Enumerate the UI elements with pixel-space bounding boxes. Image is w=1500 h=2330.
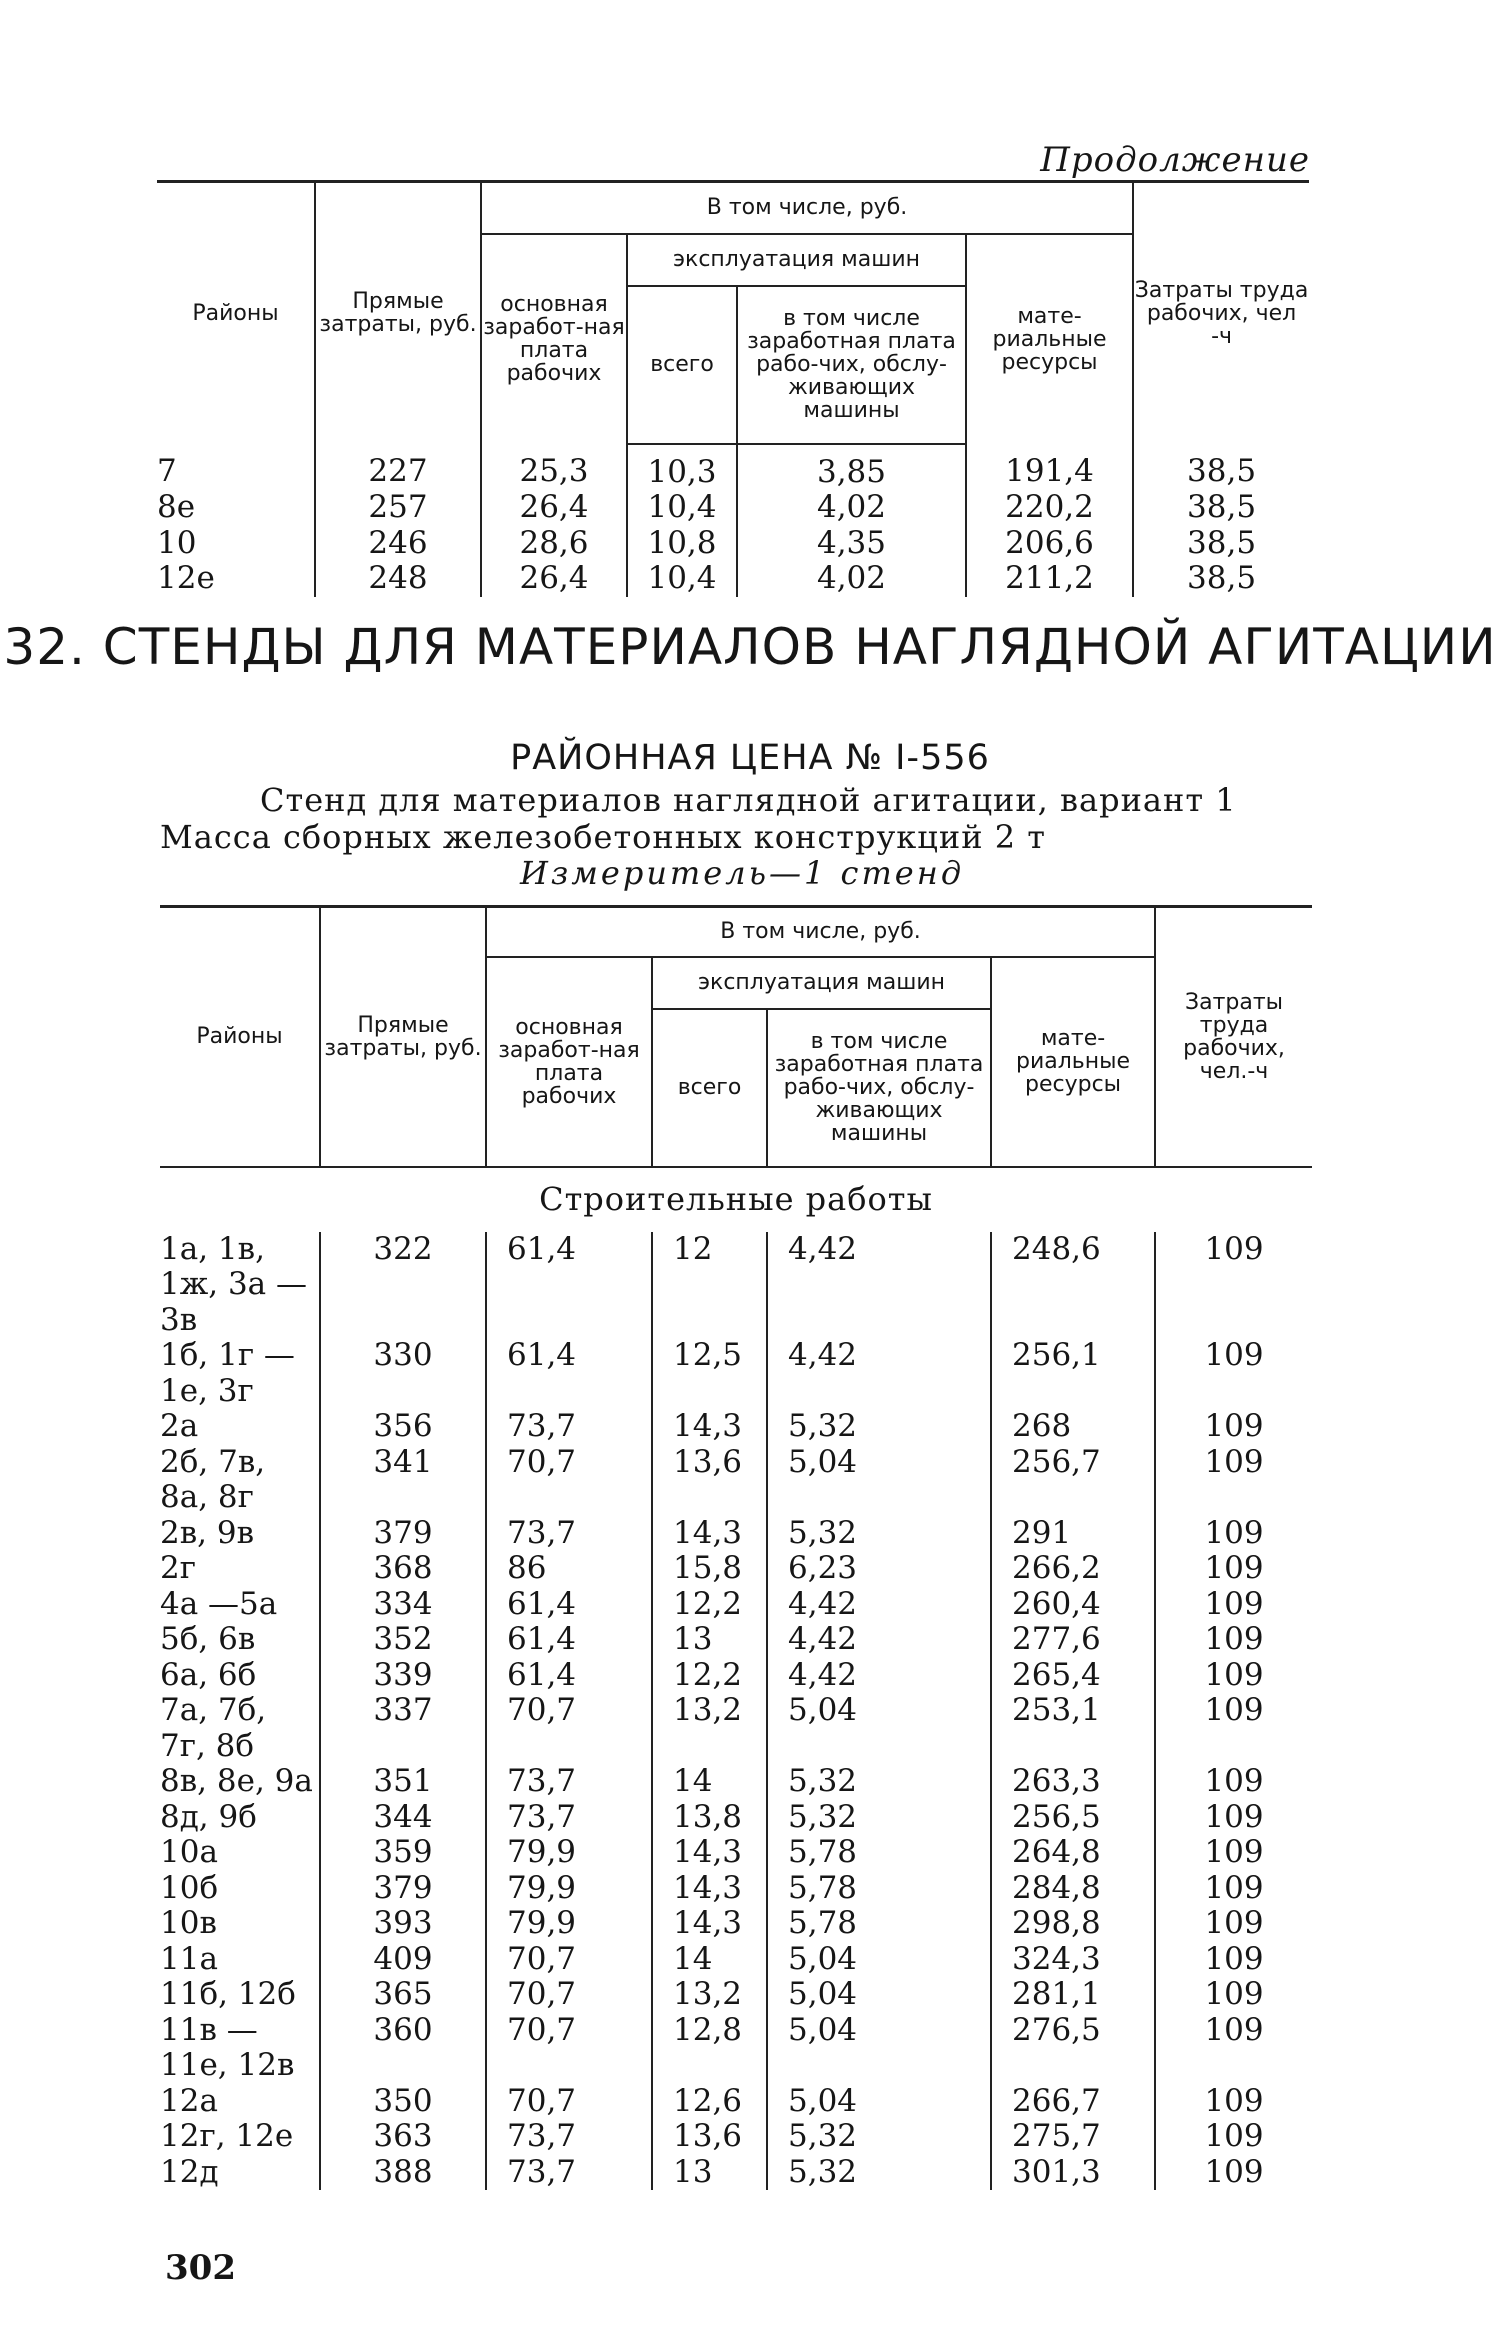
cell-direct-costs: 341 <box>320 1445 486 1516</box>
cell-materials: 291 <box>991 1516 1155 1552</box>
cell-machine-total: 14,3 <box>652 1835 767 1871</box>
cell-base-wages: 79,9 <box>486 1835 652 1871</box>
table-row <box>160 1658 1312 1694</box>
cell-district: 6а, 6б <box>160 1658 320 1694</box>
cell-labor: 109 <box>1155 1338 1312 1409</box>
cell-district: 5б, 6в <box>160 1622 320 1658</box>
cell-base-wages: 70,7 <box>486 1693 652 1764</box>
cell-labor: 109 <box>1155 2013 1312 2084</box>
table-row <box>160 1942 1312 1978</box>
cell-labor: 109 <box>1155 2084 1312 2120</box>
cell-district: 10а <box>160 1835 320 1871</box>
cell-base-wages: 61,4 <box>486 1587 652 1623</box>
cell-machine-total: 14 <box>652 1764 767 1800</box>
cell-district: 12д <box>160 2155 320 2191</box>
table-row <box>160 1835 1312 1871</box>
cell-machine-total: 13 <box>652 2155 767 2191</box>
district-price-number: РАЙОННАЯ ЦЕНА № I-556 <box>510 738 990 778</box>
cell-materials: 264,8 <box>991 1835 1155 1871</box>
cell-materials: 220,2 <box>966 490 1133 526</box>
cell-machine-total: 13,6 <box>652 1445 767 1516</box>
cell-district: 12а <box>160 2084 320 2120</box>
header-including: В том числе, руб. <box>481 182 1133 234</box>
cell-district: 10б <box>160 1871 320 1907</box>
cell-district: 2г <box>160 1551 320 1587</box>
cell-district: 1б, 1г — 1е, 3г <box>160 1338 320 1409</box>
header-machine-total: всего <box>627 286 737 444</box>
cell-direct-costs: 379 <box>320 1871 486 1907</box>
cell-materials: 284,8 <box>991 1871 1155 1907</box>
cell-district: 10в <box>160 1906 320 1942</box>
cell-district: 8е <box>157 490 315 526</box>
cell-labor: 109 <box>1155 1942 1312 1978</box>
cell-machine-wages: 5,32 <box>767 2155 991 2191</box>
cell-direct-costs: 330 <box>320 1338 486 1409</box>
cell-materials: 266,7 <box>991 2084 1155 2120</box>
cell-base-wages: 26,4 <box>481 561 627 597</box>
cell-machine-wages: 5,04 <box>767 1977 991 2013</box>
cell-labor: 109 <box>1155 1409 1312 1445</box>
cell-direct-costs: 363 <box>320 2119 486 2155</box>
cell-labor: 109 <box>1155 1445 1312 1516</box>
cell-district: 11в —11е, 12в <box>160 2013 320 2084</box>
cell-machine-total: 14,3 <box>652 1516 767 1552</box>
table-row <box>160 2084 1312 2120</box>
cell-direct-costs: 246 <box>315 526 481 562</box>
cell-labor: 109 <box>1155 1764 1312 1800</box>
description-line-2: Масса сборных железобетонных конструкций 2 т <box>160 818 1046 856</box>
table-row <box>160 1693 1312 1764</box>
cell-district: 11а <box>160 1942 320 1978</box>
header-base-wages: основная заработ-ная плата рабочих <box>486 957 652 1167</box>
cell-labor: 109 <box>1155 1835 1312 1871</box>
cell-machine-wages: 4,35 <box>737 526 966 562</box>
cell-direct-costs: 393 <box>320 1906 486 1942</box>
cell-machine-total: 12,2 <box>652 1658 767 1694</box>
table-row <box>160 1977 1312 2013</box>
cell-machine-total: 14,3 <box>652 1409 767 1445</box>
cell-machine-wages: 4,42 <box>767 1338 991 1409</box>
cell-district: 12г, 12е <box>160 2119 320 2155</box>
table-row <box>160 1551 1312 1587</box>
cell-machine-total: 10,3 <box>627 444 737 491</box>
cell-district: 10 <box>157 526 315 562</box>
cell-machine-wages: 5,32 <box>767 1516 991 1552</box>
table-row <box>160 1516 1312 1552</box>
cell-direct-costs: 334 <box>320 1587 486 1623</box>
cell-district: 2б, 7в, 8а, 8г <box>160 1445 320 1516</box>
continuation-label: Продолжение <box>1040 140 1310 180</box>
table-row <box>160 1764 1312 1800</box>
cell-district: 11б, 12б <box>160 1977 320 2013</box>
header-base-wages: основная заработ-ная плата рабочих <box>481 234 627 444</box>
table-row <box>160 2119 1312 2155</box>
page-number: 302 <box>165 2248 236 2288</box>
header-machine-wages: в том числе заработная плата рабо-чих, обслу-живающих машины <box>737 286 966 444</box>
unit-of-measure: Измеритель—1 стенд <box>520 854 965 892</box>
cell-labor: 38,5 <box>1133 444 1309 491</box>
header-direct-costs: Прямые затраты, руб. <box>320 907 486 1167</box>
cost-table-stands <box>160 905 1312 2190</box>
cell-machine-wages: 6,23 <box>767 1551 991 1587</box>
cell-direct-costs: 322 <box>320 1232 486 1339</box>
cell-labor: 38,5 <box>1133 561 1309 597</box>
cell-materials: 206,6 <box>966 526 1133 562</box>
header-machine-operation: эксплуатация машин <box>627 234 966 286</box>
table-row <box>160 2013 1312 2084</box>
cell-materials: 256,7 <box>991 1445 1155 1516</box>
cell-direct-costs: 351 <box>320 1764 486 1800</box>
table-row <box>157 490 1309 526</box>
cell-direct-costs: 257 <box>315 490 481 526</box>
cell-base-wages: 61,4 <box>486 1622 652 1658</box>
cell-materials: 263,3 <box>991 1764 1155 1800</box>
cell-machine-wages: 5,04 <box>767 2013 991 2084</box>
cell-labor: 109 <box>1155 1516 1312 1552</box>
cell-materials: 253,1 <box>991 1693 1155 1764</box>
header-labor-costs: Затраты труда рабочих, чел -ч <box>1133 182 1309 444</box>
cell-labor: 38,5 <box>1133 490 1309 526</box>
cell-machine-wages: 5,32 <box>767 1800 991 1836</box>
cell-direct-costs: 379 <box>320 1516 486 1552</box>
cell-machine-wages: 5,78 <box>767 1835 991 1871</box>
cell-labor: 38,5 <box>1133 526 1309 562</box>
cell-base-wages: 79,9 <box>486 1906 652 1942</box>
cell-machine-total: 13,8 <box>652 1800 767 1836</box>
cell-base-wages: 25,3 <box>481 444 627 491</box>
cell-base-wages: 79,9 <box>486 1871 652 1907</box>
cell-machine-wages: 5,32 <box>767 2119 991 2155</box>
cell-base-wages: 70,7 <box>486 1942 652 1978</box>
cell-district: 8д, 9б <box>160 1800 320 1836</box>
cell-machine-wages: 4,02 <box>737 490 966 526</box>
cell-district: 8в, 8е, 9а <box>160 1764 320 1800</box>
cell-base-wages: 70,7 <box>486 2013 652 2084</box>
cell-direct-costs: 339 <box>320 1658 486 1694</box>
table-row <box>160 1800 1312 1836</box>
header-direct-costs: Прямые затраты, руб. <box>315 182 481 444</box>
table-row <box>160 1409 1312 1445</box>
cell-direct-costs: 356 <box>320 1409 486 1445</box>
cell-base-wages: 70,7 <box>486 2084 652 2120</box>
cell-machine-total: 13,2 <box>652 1977 767 2013</box>
cell-machine-total: 14 <box>652 1942 767 1978</box>
cell-labor: 109 <box>1155 1551 1312 1587</box>
cell-machine-wages: 5,32 <box>767 1764 991 1800</box>
cell-machine-wages: 4,42 <box>767 1587 991 1623</box>
table-row <box>160 1906 1312 1942</box>
table-row <box>160 1871 1312 1907</box>
cell-machine-wages: 4,02 <box>737 561 966 597</box>
header-materials: мате-риальные ресурсы <box>966 234 1133 444</box>
cell-base-wages: 70,7 <box>486 1977 652 2013</box>
cell-base-wages: 61,4 <box>486 1338 652 1409</box>
cell-materials: 191,4 <box>966 444 1133 491</box>
cell-direct-costs: 227 <box>315 444 481 491</box>
table-row <box>160 1587 1312 1623</box>
cell-base-wages: 73,7 <box>486 1764 652 1800</box>
cell-machine-total: 10,8 <box>627 526 737 562</box>
header-districts: Районы <box>157 182 315 444</box>
cell-base-wages: 28,6 <box>481 526 627 562</box>
cell-materials: 276,5 <box>991 2013 1155 2084</box>
cell-direct-costs: 368 <box>320 1551 486 1587</box>
cell-district: 1а, 1в, 1ж, 3а —3в <box>160 1232 320 1339</box>
cell-base-wages: 61,4 <box>486 1232 652 1339</box>
cell-base-wages: 73,7 <box>486 1409 652 1445</box>
cell-materials: 211,2 <box>966 561 1133 597</box>
cell-machine-total: 12,5 <box>652 1338 767 1409</box>
cell-machine-total: 13 <box>652 1622 767 1658</box>
cell-direct-costs: 365 <box>320 1977 486 2013</box>
cell-machine-wages: 4,42 <box>767 1658 991 1694</box>
cell-materials: 275,7 <box>991 2119 1155 2155</box>
cell-direct-costs: 360 <box>320 2013 486 2084</box>
cell-materials: 281,1 <box>991 1977 1155 2013</box>
cell-machine-total: 12,8 <box>652 2013 767 2084</box>
cell-labor: 109 <box>1155 2119 1312 2155</box>
cell-direct-costs: 248 <box>315 561 481 597</box>
cell-machine-total: 15,8 <box>652 1551 767 1587</box>
cell-district: 7а, 7б, 7г, 8б <box>160 1693 320 1764</box>
cell-materials: 324,3 <box>991 1942 1155 1978</box>
cell-materials: 266,2 <box>991 1551 1155 1587</box>
header-labor-costs: Затраты труда рабочих, чел.-ч <box>1155 907 1312 1167</box>
cell-materials: 265,4 <box>991 1658 1155 1694</box>
cell-base-wages: 73,7 <box>486 2119 652 2155</box>
cell-machine-total: 12,6 <box>652 2084 767 2120</box>
table-row <box>160 1338 1312 1409</box>
cell-materials: 277,6 <box>991 1622 1155 1658</box>
table-row <box>157 526 1309 562</box>
cell-labor: 109 <box>1155 1693 1312 1764</box>
cell-machine-wages: 5,78 <box>767 1906 991 1942</box>
cell-machine-wages: 5,78 <box>767 1871 991 1907</box>
table-row <box>160 1232 1312 1339</box>
cell-labor: 109 <box>1155 2155 1312 2191</box>
cell-machine-total: 14,3 <box>652 1871 767 1907</box>
header-machine-wages: в том числе заработная плата рабо-чих, обслу-живающих машины <box>767 1009 991 1167</box>
cell-labor: 109 <box>1155 1587 1312 1623</box>
cell-district: 12е <box>157 561 315 597</box>
cell-direct-costs: 350 <box>320 2084 486 2120</box>
cell-direct-costs: 359 <box>320 1835 486 1871</box>
cell-labor: 109 <box>1155 1871 1312 1907</box>
cell-machine-total: 13,6 <box>652 2119 767 2155</box>
section-row <box>160 1167 1312 1232</box>
cell-labor: 109 <box>1155 1658 1312 1694</box>
cell-machine-wages: 3,85 <box>737 444 966 491</box>
cost-table-continued <box>157 180 1309 597</box>
cell-direct-costs: 344 <box>320 1800 486 1836</box>
table-row <box>160 1445 1312 1516</box>
cell-base-wages: 70,7 <box>486 1445 652 1516</box>
cell-base-wages: 86 <box>486 1551 652 1587</box>
cell-machine-wages: 5,04 <box>767 1445 991 1516</box>
cell-labor: 109 <box>1155 1800 1312 1836</box>
cell-base-wages: 61,4 <box>486 1658 652 1694</box>
header-machine-total: всего <box>652 1009 767 1167</box>
cell-machine-total: 12 <box>652 1232 767 1339</box>
table-row <box>160 1622 1312 1658</box>
table-row <box>157 561 1309 597</box>
cell-district: 2в, 9в <box>160 1516 320 1552</box>
cell-direct-costs: 388 <box>320 2155 486 2191</box>
cell-direct-costs: 337 <box>320 1693 486 1764</box>
cell-materials: 298,8 <box>991 1906 1155 1942</box>
cell-district: 4а —5а <box>160 1587 320 1623</box>
cell-machine-total: 14,3 <box>652 1906 767 1942</box>
cell-labor: 109 <box>1155 1977 1312 2013</box>
cell-direct-costs: 409 <box>320 1942 486 1978</box>
cell-materials: 256,1 <box>991 1338 1155 1409</box>
cell-machine-wages: 5,04 <box>767 1693 991 1764</box>
header-districts: Районы <box>160 907 320 1167</box>
cell-direct-costs: 352 <box>320 1622 486 1658</box>
cell-labor: 109 <box>1155 1232 1312 1339</box>
section-title: 32. СТЕНДЫ ДЛЯ МАТЕРИАЛОВ НАГЛЯДНОЙ АГИТАЦИИ <box>3 618 1497 676</box>
section-label-construction-works: Строительные работы <box>160 1167 1312 1232</box>
cell-machine-wages: 5,32 <box>767 1409 991 1445</box>
cell-materials: 248,6 <box>991 1232 1155 1339</box>
cell-base-wages: 26,4 <box>481 490 627 526</box>
cell-district: 7 <box>157 444 315 491</box>
cell-materials: 268 <box>991 1409 1155 1445</box>
cell-labor: 109 <box>1155 1906 1312 1942</box>
cell-machine-total: 10,4 <box>627 561 737 597</box>
cell-base-wages: 73,7 <box>486 2155 652 2191</box>
stand-description <box>160 782 1237 856</box>
cell-labor: 109 <box>1155 1622 1312 1658</box>
cell-machine-wages: 5,04 <box>767 2084 991 2120</box>
header-materials: мате-риальные ресурсы <box>991 957 1155 1167</box>
table-row <box>157 444 1309 491</box>
cell-district: 2а <box>160 1409 320 1445</box>
cell-machine-wages: 4,42 <box>767 1622 991 1658</box>
table-row <box>160 2155 1312 2191</box>
cell-base-wages: 73,7 <box>486 1516 652 1552</box>
header-including: В том числе, руб. <box>486 907 1155 957</box>
cell-machine-total: 13,2 <box>652 1693 767 1764</box>
cell-machine-wages: 4,42 <box>767 1232 991 1339</box>
cell-materials: 260,4 <box>991 1587 1155 1623</box>
description-line-1: Стенд для материалов наглядной агитации, вариант 1 <box>260 781 1237 819</box>
cell-machine-total: 10,4 <box>627 490 737 526</box>
cell-materials: 301,3 <box>991 2155 1155 2191</box>
cell-machine-wages: 5,04 <box>767 1942 991 1978</box>
cell-base-wages: 73,7 <box>486 1800 652 1836</box>
cell-materials: 256,5 <box>991 1800 1155 1836</box>
cell-machine-total: 12,2 <box>652 1587 767 1623</box>
header-machine-operation: эксплуатация машин <box>652 957 991 1009</box>
